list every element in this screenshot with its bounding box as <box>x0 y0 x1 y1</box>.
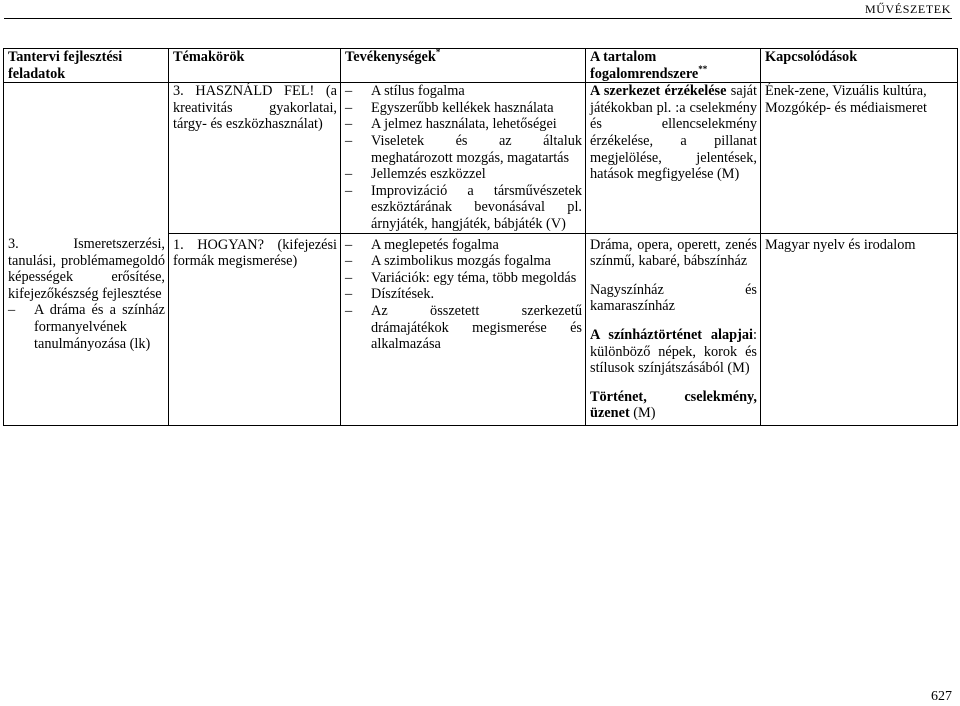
header-content: A tartalom fogalomrendszere** <box>586 49 761 83</box>
table-row <box>4 83 958 233</box>
curriculum-table <box>3 48 958 426</box>
running-head-title: MŰVÉSZETEK <box>865 2 951 16</box>
list-item: – Díszítések. <box>345 286 435 303</box>
header-row <box>4 49 958 83</box>
row2-content-history: A színháztörténet alapjai: különböző népek, korok és stílusok színjátszásából (M) <box>590 326 757 377</box>
row1-links: Ének-zene, Vizuális kultúra, Mozgókép- és médiaismeret <box>765 83 927 116</box>
list-item: – Egyszerűbb kellékek használata <box>345 99 554 116</box>
running-head <box>0 0 960 22</box>
list-item: – Viseletek és az általuk meghatározott mozgás, magatartás <box>345 132 582 166</box>
list-item: – Jellemzés eszközzel <box>345 166 486 183</box>
list-item: – Variációk: egy téma, több megoldás <box>345 269 577 286</box>
row1-content-cell <box>586 83 761 233</box>
row1-activities-cell <box>341 83 586 233</box>
row2-content-cell <box>586 233 761 425</box>
row2-topic: 1. HOGYAN? (kifejezési formák megismerése) <box>173 236 337 270</box>
row2-goals-cell <box>4 233 169 425</box>
activities-footnote-mark: * <box>435 47 441 58</box>
row2-content-genres: Dráma, opera, operett, zenés színmű, kabaré, bábszínház <box>590 236 757 270</box>
row1-links-cell <box>761 83 958 233</box>
list-item: – A stílus fogalma <box>345 83 465 100</box>
list-item: – A jelmez használata, lehetőségei <box>345 116 557 133</box>
row2-topic-cell <box>169 233 341 425</box>
table-row <box>4 233 958 425</box>
row1-topic: 3. HASZNÁLD FEL! (a kreativitás gyakorlatai, tárgy- és eszközhasználat) <box>173 83 337 133</box>
row2-content-venues: Nagyszínház és kamaraszínház <box>590 281 757 315</box>
row1-topic-cell <box>169 83 341 233</box>
header-topics: Témakörök <box>169 49 341 83</box>
list-item: – A szimbolikus mozgás fogalma <box>345 253 551 270</box>
row1-content: A szerkezet érzékelése saját játékokban pl. :a cselekmény és ellencselekmény érzékelése, a pillanat megjelölése, jelentések, hatások megfigyelése (M) <box>590 83 757 183</box>
row2-goal-text: 3. Ismeretszerzési, tanulási, problémamegoldó képességek erősítése, kifejezőkészség fejlesztése <box>8 236 165 302</box>
row2-links: Magyar nyelv és irodalom <box>765 236 916 253</box>
header-rule <box>4 18 952 19</box>
header-links: Kapcsolódások <box>761 49 958 83</box>
header-goals: Tantervi fejlesztési feladatok <box>4 49 169 83</box>
row2-links-cell <box>761 233 958 425</box>
row1-goals-cell <box>4 83 169 233</box>
row2-activities-cell <box>341 233 586 425</box>
row2-content-story: Történet, cselekmény, üzenet (M) <box>590 388 757 422</box>
list-item: – A dráma és a színház formanyelvének tanulmányozása (lk) <box>8 302 165 352</box>
page-number: 627 <box>931 689 952 704</box>
header-activities: Tevékenységek* <box>341 49 586 83</box>
list-item: – Improvizáció a társművészetek eszköztárának bevonásával pl. árnyjáték, hangjáték, bábjáték (V) <box>345 182 582 232</box>
list-item: – Az összetett szerkezetű drámajátékok megismerése és alkalmazása <box>345 302 582 353</box>
list-item: – A meglepetés fogalma <box>345 236 499 253</box>
content-footnote-mark: ** <box>698 63 708 74</box>
